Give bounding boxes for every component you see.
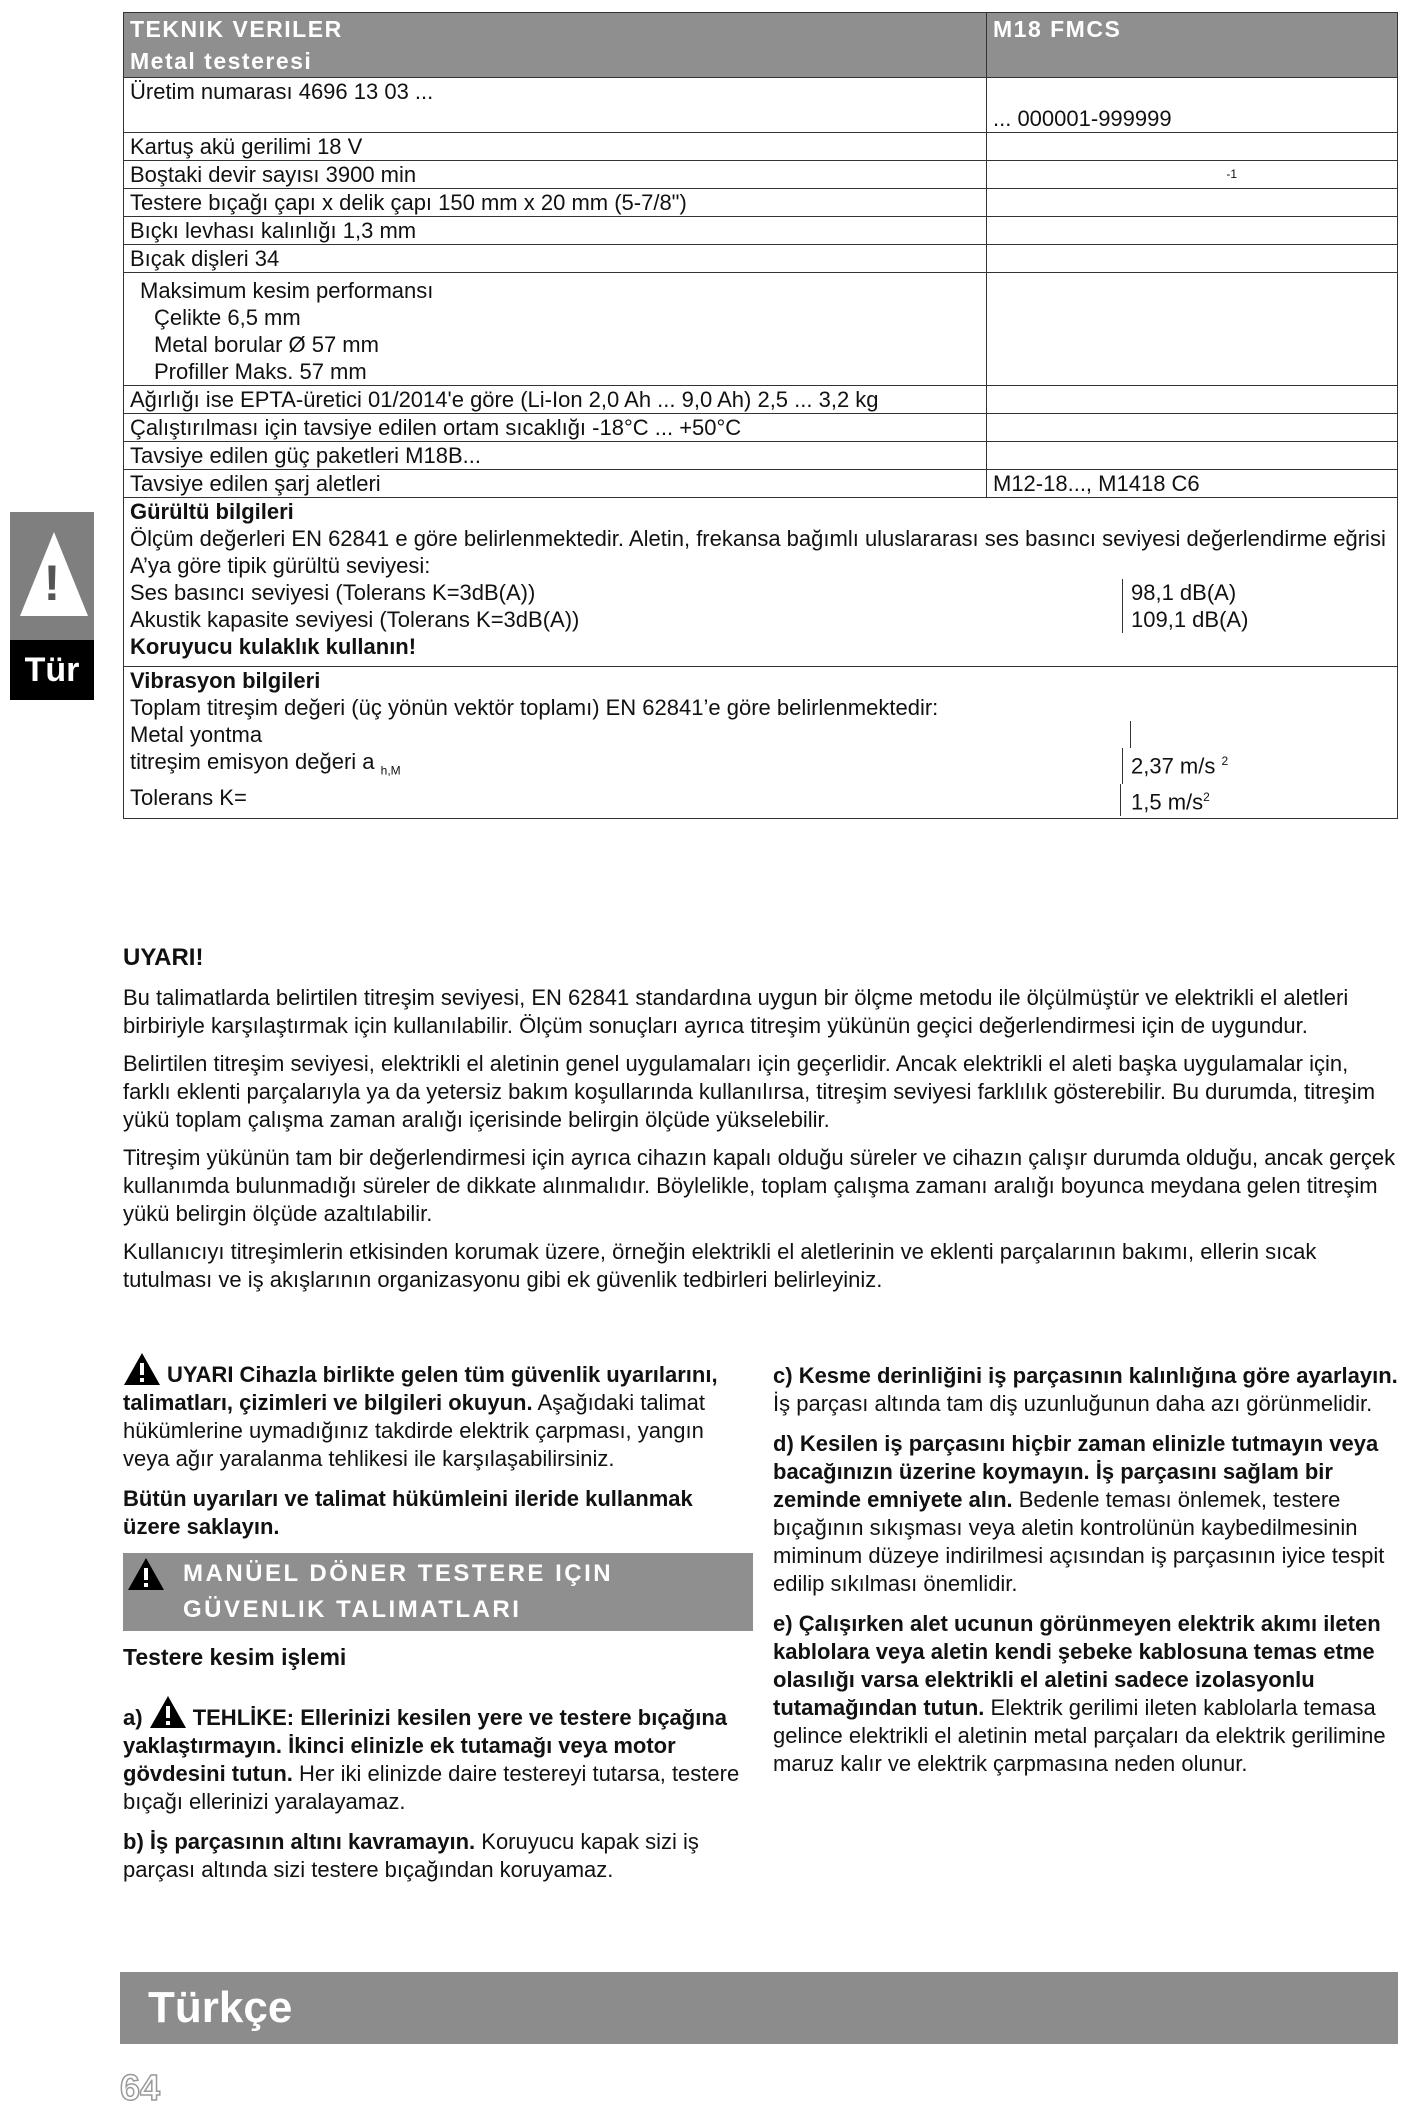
warning-paragraph: Bu talimatlarda belirtilen titreşim seviyesi, EN 62841 standardına uygun bir ölçme metodu ile ölçülmüştür ve elektrikli el aletleri birbiriyle karşılaştırmak için kullanılabilir. Ölçüm sonuçları ayrıca titreşim yükünün geçici değerlendirmesi için de uygundur.	[123, 985, 1349, 1038]
table-row: Boştaki devir sayısı 3900 min -1	[124, 161, 1398, 189]
cut-pipes: Metal borular Ø 57 mm	[154, 332, 379, 357]
warning-icon	[149, 1695, 187, 1729]
language-side-tab	[10, 512, 94, 700]
warning-icon	[123, 1352, 161, 1386]
spec-subtitle: Metal testeresi	[130, 48, 313, 74]
warning-paragraph: Titreşim yükünün tam bir değerlendirmesi için ayrıca cihazın kapalı olduğu süreler ve cihazın çalışır durumda olduğu, ancak gerçek kullanımda bulunmadığı süreler de dikkate alınmalıdır. Böylelikle, toplam çalışma zamanı aralığı boyunca meydana gelen titreşim yükü belirgin ölçüde azaltılabilir.	[123, 1145, 1396, 1226]
cut-heading: Maksimum kesim performansı	[140, 278, 434, 303]
right-column	[773, 1362, 1403, 1790]
vibration-warning	[123, 944, 1401, 1304]
vibration-sub: Metal yontma	[130, 722, 263, 747]
left-column	[123, 1352, 753, 1896]
noise-text: Ölçüm değerleri EN 62841 e göre belirlenmektedir. Aletin, frekansa bağımlı uluslararası ses basıncı seviyesi değerlendirme eğrisi A’ya göre tipik gürültü seviyesi:	[130, 526, 1386, 578]
safety-section-bar	[123, 1553, 753, 1631]
table-row: Ağırlığı ise EPTA-üretici 01/2014'e göre (Li-Ion 2,0 Ah ... 9,0 Ah) 2,5 ... 3,2 kg	[124, 386, 1398, 414]
warning-title: UYARI!	[123, 944, 204, 971]
table-row: Çalıştırılması için tavsiye edilen ortam sıcaklığı -18°C ... +50°C	[124, 414, 1398, 442]
safety-section-title: MANÜEL DÖNER TESTERE IÇIN GÜVENLIK TALIMATLARI	[183, 1560, 614, 1623]
sound-pressure-value: 98,1 dB(A)	[1122, 579, 1391, 606]
table-row: Bıçak dişleri 34	[124, 245, 1398, 273]
warning-icon	[127, 1557, 165, 1591]
tolerance-label: Tolerans K=	[130, 785, 247, 811]
emission-subscript: h,M	[380, 763, 401, 778]
cut-steel: Çelikte 6,5 mm	[154, 305, 301, 330]
table-row: Tavsiye edilen güç paketleri M18B...	[124, 442, 1398, 470]
vibration-text: Toplam titreşim değeri (üç yönün vektör toplamı) EN 62841’e göre belirlenmektedir:	[130, 695, 939, 720]
instruction-c: c) Kesme derinliğini iş parçasının kalınlığına göre ayarlayın. İş parçası altında tam diş uzunluğunun daha azı görünmelidir.	[773, 1363, 1398, 1416]
emission-exponent: 2	[1221, 754, 1229, 768]
instruction-d: d) Kesilen iş parçasını hiçbir zaman elinizle tutmayın veya bacağınızın üzerine koymayın. İş parçasını sağlam bir zeminde emniyete alın. Bedenle teması önlemek, testere bıçağının sıkışması veya aletin kontrolünün kaybedilmesinin miminum düzeye indirilmesi açısından iş parçasının iyice tespit edilip sıkılması önemlidir.	[773, 1431, 1385, 1596]
keep-instructions: Bütün uyarıları ve talimat hükümleini ileride kullanmak üzere saklayın.	[123, 1486, 693, 1539]
vibration-section	[124, 667, 1398, 819]
vibration-heading: Vibrasyon bilgileri	[130, 668, 321, 693]
warning-paragraph: Kullanıcıyı titreşimlerin etkisinden korumak üzere, örneğin elektrikli el aletlerinin ve eklenti parçalarının bakımı, ellerin sıcak tutulması ve iş akışlarının organizasyonu gibi ek güvenlik tedbirleri belirleyiniz.	[123, 1239, 1317, 1292]
table-header	[124, 13, 987, 78]
emission-label: titreşim emisyon değeri a	[130, 749, 375, 774]
page-number: 64	[120, 2067, 161, 2108]
sound-pressure-label: Ses basıncı seviyesi (Tolerans K=3dB(A))	[130, 580, 536, 605]
warning-paragraph: Belirtilen titreşim seviyesi, elektrikli el aletinin genel uygulamaları için geçerlidir. Ancak elektrikli el aleti başka uygulamalar için, farklı eklenti parçalarıyla ya da yetersiz bakım koşullarında kullanılırsa, titreşim seviyesi farklılık gösterebilir. Bu durumda, titreşim yükü toplam çalışma zaman aralığı içerisinde belirgin ölçüde yükselebilir.	[123, 1051, 1376, 1132]
table-row: Bıçkı levhası kalınlığı 1,3 mm	[124, 217, 1398, 245]
table-row: Üretim numarası 4696 13 03 ... ... 000001-999999	[124, 78, 1398, 133]
technical-data-table	[123, 12, 1398, 819]
table-row	[124, 273, 1398, 386]
spec-title: TEKNIK VERILER	[130, 16, 343, 42]
ear-protection-note: Koruyucu kulaklık kullanın!	[130, 634, 417, 659]
table-row: Testere bıçağı çapı x delik çapı 150 mm x 20 mm (5-7/8")	[124, 189, 1398, 217]
instruction-b: b) İş parçasının altını kavramayın. Koruyucu kapak sizi iş parçası altında sizi testere bıçağından koruyamaz.	[123, 1829, 699, 1882]
intro-warning: UYARI Cihazla birlikte gelen tüm güvenlik uyarılarını, talimatları, çizimleri ve bilgileri okuyun. Aşağıdaki talimat hükümlerine uymadığınız takdirde elektrik çarpması, yangın veya ağır yaralanma tehlikesi ile karşılaşabilirsiniz.	[123, 1352, 753, 1473]
noise-section	[124, 498, 1398, 667]
instruction-a: a) TEHLİKE: Ellerinizi kesilen yere ve testere bıçağına yaklaştırmayın. İkinci elinizle ek tutamağı veya motor gövdesini tutun. Her iki elinizde daire testereyi tutarsa, testere bıçağı ellerinizi yaralayamaz.	[123, 1695, 753, 1816]
cut-profiles: Profiller Maks. 57 mm	[154, 359, 367, 384]
table-row: Kartuş akü gerilimi 18 V	[124, 133, 1398, 161]
noise-heading: Gürültü bilgileri	[130, 499, 294, 524]
tolerance-exponent: 2	[1203, 790, 1210, 805]
exclamation-icon: !	[43, 555, 61, 611]
side-tab-label: Tür	[10, 640, 94, 700]
tolerance-value: 1,5 m/s	[1131, 789, 1204, 815]
emission-value: 2,37 m/s	[1131, 753, 1216, 779]
sound-power-label: Akustik kapasite seviyesi (Tolerans K=3dB(A))	[130, 607, 580, 632]
footer-title: Türkçe	[148, 1983, 293, 2032]
sound-power-value: 109,1 dB(A)	[1122, 606, 1391, 633]
model-name: M18 FMCS	[987, 13, 1398, 78]
section-heading: Testere kesim işlemi	[123, 1644, 347, 1670]
footer-bar	[120, 1972, 1398, 2044]
instruction-e: e) Çalışırken alet ucunun görünmeyen elektrik akımı ileten kablolara veya aletin kendi şebeke kablosuna temas etme olasılığı varsa elektrikli el aletini sadece izolasyonlu tutamağından tutun. Elektrik gerilimi ileten kablolarla temasa gelince elektrikli el aletinin metal parçaları da elektrik gerilimine maruz kalır ve elektrik çarpmasına neden olunur.	[773, 1611, 1386, 1776]
table-row: Tavsiye edilen şarj aletleri M12-18..., M1418 C6	[124, 470, 1398, 498]
